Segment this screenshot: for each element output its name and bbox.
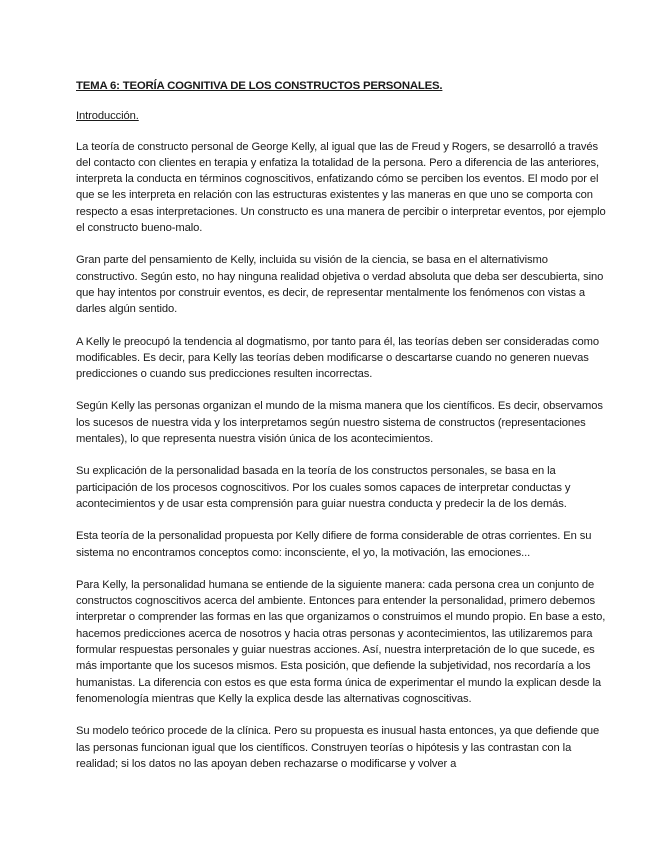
- paragraph: Según Kelly las personas organizan el mundo de la misma manera que los científicos. Es decir, observamos los sucesos de nuestra vida y los interpretamos según nuestro sistema de constructos (representaciones mentales), lo que representa nuestra visión única de los acontecimientos.: [76, 400, 603, 446]
- paragraph: La teoría de constructo personal de George Kelly, al igual que las de Freud y Rogers, se desarrolló a través del contacto con clientes en terapia y enfatiza la totalidad de la persona. Pero a diferencia de las anteriores, interpreta la conducta en términos cognoscitivos, enfatizando cómo se perciben los eventos. El modo por el que se les interpreta en relación con las estructuras existentes y las maneras en que uno se comporta con respecto a esas interpretaciones. Un constructo es una manera de percibir o interpretar eventos, por ejemplo el constructo bueno-malo.: [76, 140, 606, 235]
- paragraph: Para Kelly, la personalidad humana se entiende de la siguiente manera: cada persona crea un conjunto de constructos cognoscitivos acerca del ambiente. Entonces para entender la personalidad, primero debemos interpretar o comprender las formas en las que organizamos o construimos el mundo propio. En base a esto, hacemos predicciones acerca de nosotros y hacia otras personas y acontecimientos, las utilizaremos para formular respuestas personales y guiar nuestras acciones. Así, nuestra interpretación de lo que sucede, es más importante que los sucesos mismos. Esta posición, que defiende la subjetividad, nos recordaría a los humanistas. La diferencia con estos es que esta forma única de experimentar el mundo la explican desde la fenomenología mientras que Kelly la explica desde las alternativas cognoscitivas.: [76, 578, 606, 705]
- paragraph: Su modelo teórico procede de la clínica. Pero su propuesta es inusual hasta entonces, ya que defiende que las personas funcionan igual que los científicos. Construyen teorías o hipótesis y las contrastan con la realidad; si los datos no las apoyan deben rechazarse o modificarse y volver a: [76, 725, 600, 770]
- paragraph: A Kelly le preocupó la tendencia al dogmatismo, por tanto para él, las teorías deben ser consideradas como modificables. Es decir, para Kelly las teorías deben modificarse o descartarse cuando no generen nuevas predicciones o cuando sus predicciones resulten incorrectas.: [76, 335, 599, 381]
- document-title: TEMA 6: TEORÍA COGNITIVA DE LOS CONSTRUCTOS PERSONALES.: [76, 80, 443, 92]
- paragraph: Esta teoría de la personalidad propuesta por Kelly difiere de forma considerable de otras corrientes. En su sistema no encontramos conceptos como: inconsciente, el yo, la motivación, las emociones...: [76, 530, 592, 559]
- document-page: [76, 78, 606, 788]
- section-heading: Introducción.: [76, 110, 139, 123]
- paragraph: Su explicación de la personalidad basada en la teoría de los constructos personales, se basa en la participación de los procesos cognoscitivos. Por los cuales somos capaces de interpretar conductas y acontecimientos y de usar esta comprensión para guiar nuestra conducta y predecir la de los demás.: [76, 465, 571, 510]
- paragraph: Gran parte del pensamiento de Kelly, incluida su visión de la ciencia, se basa en el alternativismo constructivo. Según esto, no hay ninguna realidad objetiva o verdad absoluta que deba ser descubierta, sino que hay intentos por construir eventos, es decir, de representar mentalmente los fenómenos con vistas a darles algún sentido.: [76, 254, 604, 316]
